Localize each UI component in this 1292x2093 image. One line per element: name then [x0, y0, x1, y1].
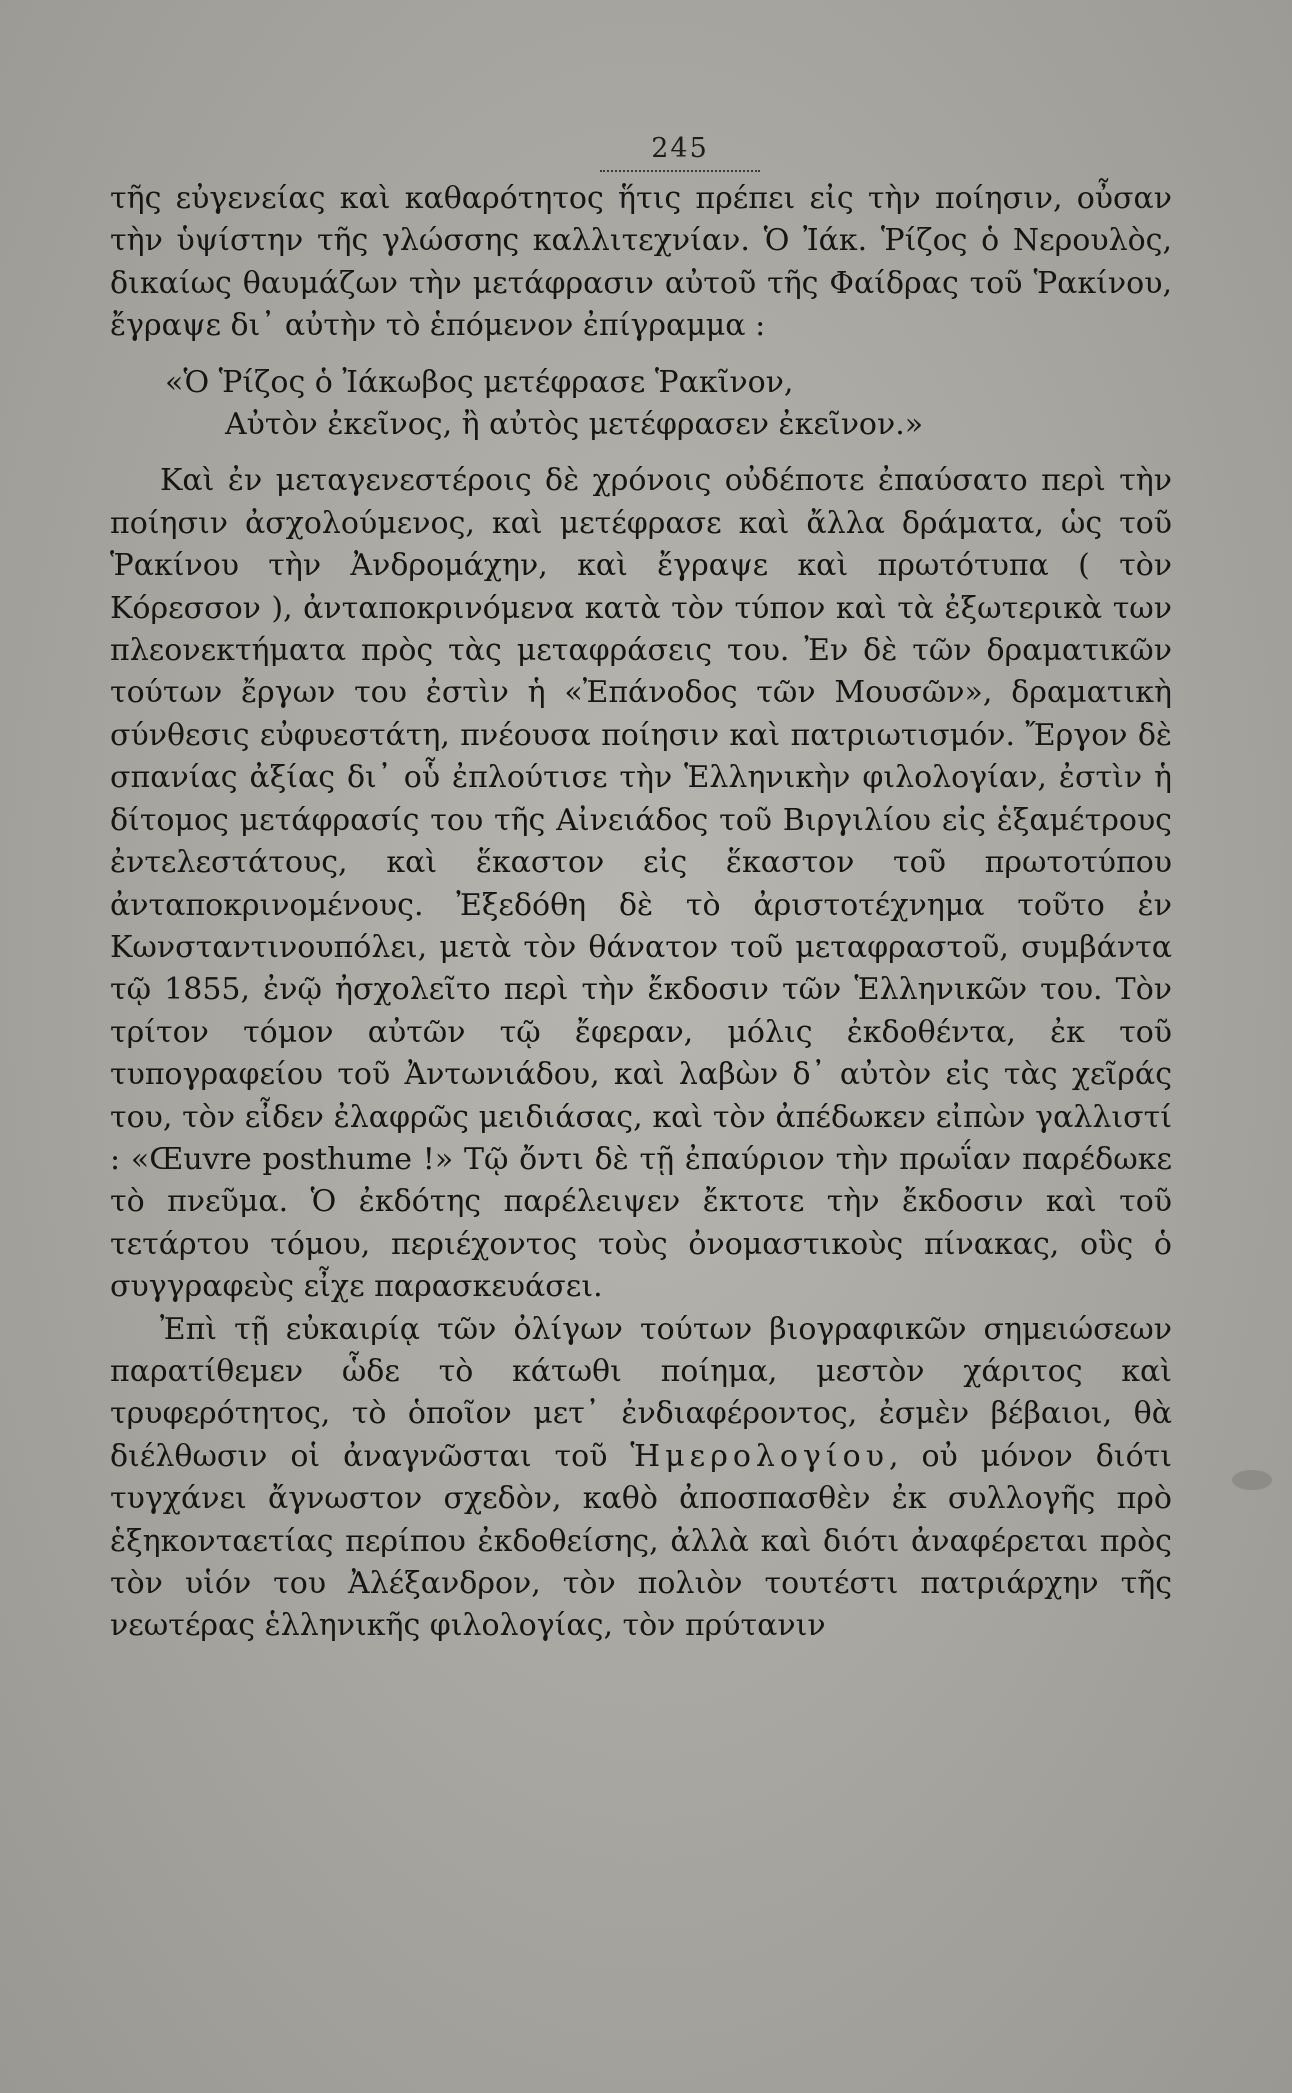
- paragraph-1: τῆς εὐγενείας καὶ καθαρότητος ἥτις πρέπει εἰς τὴν ποίησιν, οὖσαν τὴν ὑψίστην τῆς γλώσσης καλλιτεχνίαν. Ὁ Ἰάκ. Ῥίζος ὁ Νερουλὸς, δικαίως θαυμάζων τὴν μετάφρασιν αὐτοῦ τῆς Φαίδρας τοῦ Ῥακίνου, ἔγραψε δι᾽ αὐτὴν τὸ ἑπόμενον ἐπίγραμμα :: [110, 181, 1172, 344]
- page-edge-smudge: [1232, 1470, 1272, 1490]
- epigram-line-2: Αὐτὸν ἐκεῖνος, ἢ αὐτὸς μετέφρασεν ἐκεῖνον.»: [225, 407, 924, 443]
- page-number: 245: [651, 133, 709, 164]
- paragraph-3-text-before: Ἐπὶ τῇ εὐκαιρίᾳ τῶν ὀλίγων τούτων βιογραφικῶν σημειώσεων παρατίθεμεν ὧδε τὸ κάτωθι ποίημα, μεστὸν χάριτος καὶ τρυφερότητος, τὸ ὁποῖον μετ᾽ ἐνδιαφέροντος, ἐσμὲν βέβαιοι, θὰ διέλθωσιν οἱ ἀναγνῶσται τοῦ: [110, 1311, 1172, 1474]
- page-number-rule: [600, 170, 760, 172]
- spaced-title-hemerologion: Ἡμερολογίου: [630, 1438, 889, 1474]
- epigram-quote: [110, 362, 1172, 447]
- paragraph-3-text-after: , οὐ μόνον διότι τυγχάνει ἄγνωστον σχεδὸν, καθὸ ἀποσπασθὲν ἐκ συλλογῆς πρὸ ἑξηκονταετίας περίπου ἐκδοθείσης, ἀλλὰ καὶ διότι ἀναφέρεται πρὸς τὸν υἱόν του Ἀλέξανδρον, τὸν πολιὸν τουτέστι πατριάρχην τῆς νεωτέρας ἑλληνικῆς φιλολογίας, τὸν πρύτανιν: [110, 1438, 1172, 1644]
- paragraph-3: [110, 1309, 1172, 1648]
- paragraph-2: Καὶ ἐν μεταγενεστέροις δὲ χρόνοις οὐδέποτε ἐπαύσατο περὶ τὴν ποίησιν ἀσχολούμενος, καὶ μετέφρασε καὶ ἄλλα δράματα, ὡς τοῦ Ῥακίνου τὴν Ἀνδρομάχην, καὶ ἔγραψε καὶ πρωτότυπα ( τὸν Κόρεσσον ), ἀνταποκρινόμενα κατὰ τὸν τύπον καὶ τὰ ἐξωτερικὰ των πλεονεκτήματα πρὸς τὰς μεταφράσεις του. Ἐν δὲ τῶν δραματικῶν τούτων ἔργων του ἐστὶν ἡ «Ἐπάνοδος τῶν Μουσῶν», δραματικὴ σύνθεσις εὐφυεστάτη, πνέουσα ποίησιν καὶ πατριωτισμόν. Ἔργον δὲ σπανίας ἀξίας δι᾽ οὗ ἐπλούτισε τὴν Ἑλληνικὴν φιλολογίαν, ἐστὶν ἡ δίτομος μετάφρασίς του τῆς Αἰνειάδος τοῦ Βιργιλίου εἰς ἑξαμέτρους ἐντελεστάτους, καὶ ἕκαστον εἰς ἕκαστον τοῦ πρωτοτύπου ἀνταποκρινομένους. Ἐξεδόθη δὲ τὸ ἀριστοτέχνημα τοῦτο ἐν Κωνσταντινουπόλει, μετὰ τὸν θάνατον τοῦ μεταφραστοῦ, συμβάντα τῷ 1855, ἐνῷ ἠσχολεῖτο περὶ τὴν ἔκδοσιν τῶν Ἑλληνικῶν του. Τὸν τρίτον τόμον αὐτῶν τῷ ἔφεραν, μόλις ἐκδοθέντα, ἐκ τοῦ τυπογραφείου τοῦ Ἀντωνιάδου, καὶ λαβὼν δ᾽ αὐτὸν εἰς τὰς χεῖράς του, τὸν εἶδεν ἐλαφρῶς μειδιάσας, καὶ τὸν ἀπέδωκεν εἰπὼν γαλλιστί : «Œuvre posthume !» Τῷ ὄντι δὲ τῇ ἐπαύριον τὴν πρωΐαν παρέδωκε τὸ πνεῦμα. Ὁ ἐκδότης παρέλειψεν ἔκτοτε τὴν ἔκδοσιν καὶ τοῦ τετάρτου τόμου, περιέχοντος τοὺς ὀνομαστικοὺς πίνακας, οὓς ὁ συγγραφεὺς εἶχε παρασκευάσει.: [110, 463, 1172, 1305]
- body-text: [110, 178, 1172, 1648]
- epigram-line-1: «Ὁ Ῥίζος ὁ Ἰάκωβος μετέφρασε Ῥακῖνον,: [165, 364, 794, 400]
